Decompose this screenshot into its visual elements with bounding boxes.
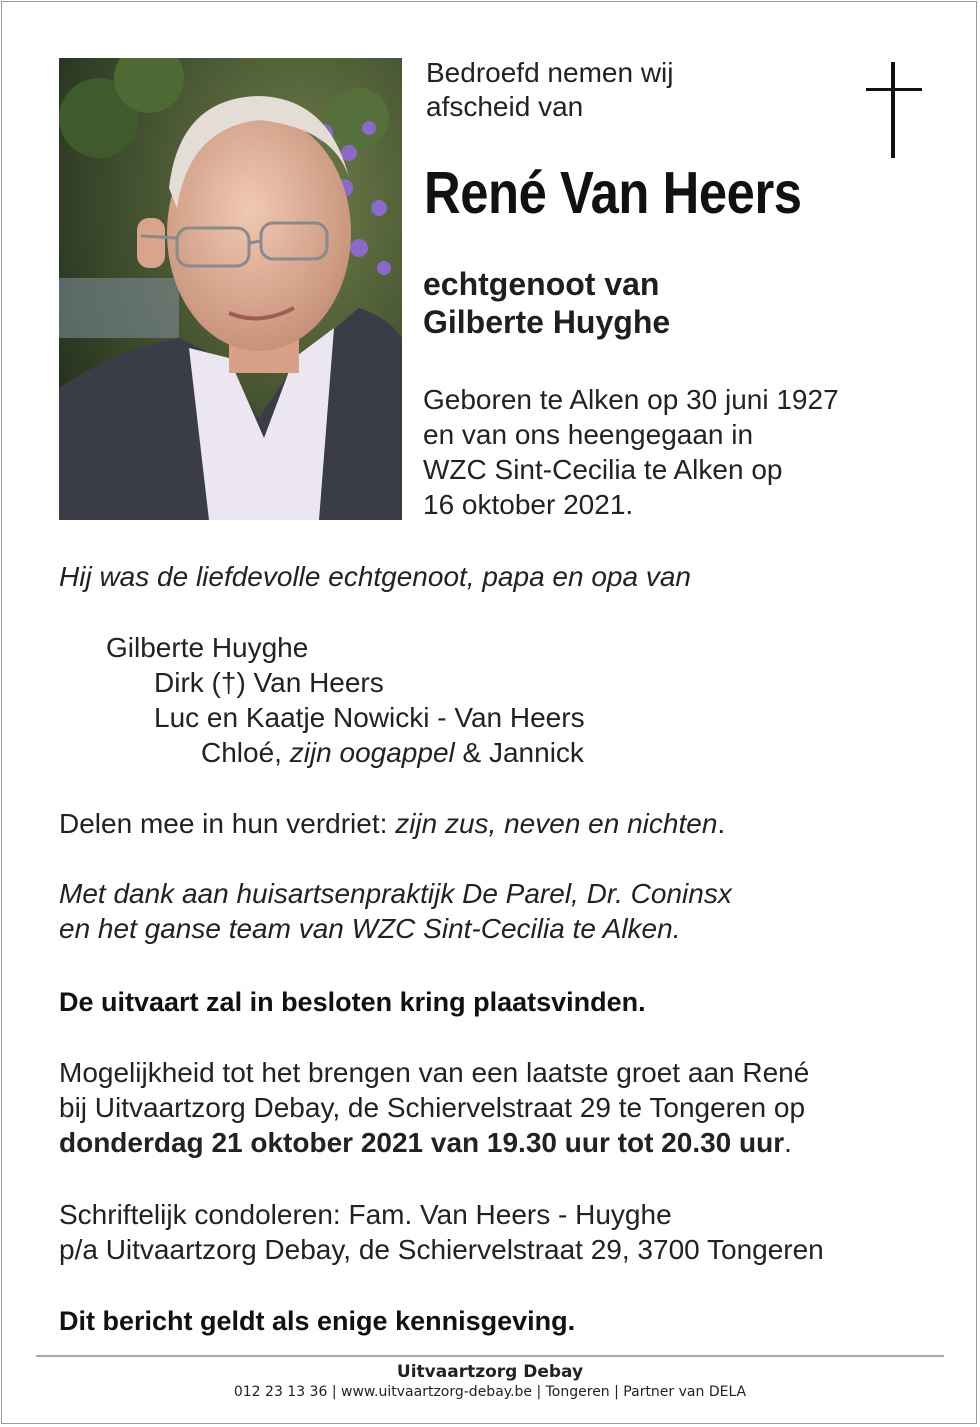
condolence-line: p/a Uitvaartzorg Debay, de Schiervelstraat 29, 3700 Tongeren [59, 1234, 824, 1265]
sole-notice: Dit bericht geldt als enige kennisgeving. [59, 1306, 576, 1336]
visitation-suffix: . [784, 1127, 792, 1158]
visitation-line: Mogelijkheid tot het brengen van een laatste groet aan René [59, 1057, 810, 1088]
cross-horizontal-bar [866, 88, 922, 91]
footer-divider [36, 1355, 944, 1357]
share-suffix: . [717, 808, 726, 839]
visitation-datetime-line [59, 1125, 809, 1160]
funeral-notice: De uitvaart zal in besloten kring plaatsvinden. [59, 987, 646, 1017]
info-line: 16 oktober 2021. [423, 489, 634, 520]
condolences-block [59, 1197, 824, 1267]
share-relatives: zijn zus, neven en nichten [395, 808, 718, 839]
cross-vertical-bar [891, 62, 895, 158]
spouse-label: echtgenoot van [423, 266, 660, 302]
portrait-photo [59, 58, 402, 520]
deceased-name: René Van Heers [424, 160, 802, 226]
grandchild-note: zijn oogappel [289, 737, 455, 768]
family-member-spouse: Gilberte Huyghe [106, 632, 309, 663]
family-lead: Hij was de liefdevolle echtgenoot, papa en opa van [59, 561, 691, 592]
family-member-child: Luc en Kaatje Nowicki - Van Heers [154, 702, 585, 733]
info-line: Geboren te Alken op 30 juni 1927 [423, 384, 839, 415]
thanks-block [59, 876, 732, 946]
footer-contact: 012 23 13 36 | www.uitvaartzorg-debay.be | Tongeren | Partner van DELA [233, 1384, 747, 1400]
info-line: en van ons heengegaan in [423, 419, 754, 450]
condolence-line: Schriftelijk condoleren: Fam. Van Heers - Huyghe [59, 1199, 672, 1230]
visitation-line: bij Uitvaartzorg Debay, de Schiervelstraat 29 te Tongeren op [59, 1092, 806, 1123]
intro-text [426, 56, 673, 124]
thanks-line: en het ganse team van WZC Sint-Cecilia te Alken. [59, 913, 681, 944]
cross-icon [866, 62, 922, 158]
spouse-block [423, 265, 670, 341]
visitation-block [59, 1055, 809, 1160]
thanks-line: Met dank aan huisartsenpraktijk De Parel, Dr. Coninsx [59, 878, 732, 909]
visitation-datetime: donderdag 21 oktober 2021 van 19.30 uur tot 20.30 uur [59, 1127, 785, 1158]
birth-death-info [423, 382, 839, 522]
grandchild-name: Chloé, [201, 737, 282, 768]
spouse-name: Gilberte Huyghe [423, 304, 671, 340]
share-grief [59, 807, 725, 841]
intro-line: afscheid van [426, 91, 584, 122]
share-prefix: Delen mee in hun verdriet: [59, 808, 388, 839]
intro-line: Bedroefd nemen wij [426, 57, 674, 88]
family-member-child: Dirk (†) Van Heers [154, 667, 384, 698]
footer-company: Uitvaartzorg Debay [396, 1362, 584, 1382]
grandchild-rest: & Jannick [462, 737, 584, 768]
family-member-grandchildren [201, 735, 584, 770]
info-line: WZC Sint-Cecilia te Alken op [423, 454, 783, 485]
